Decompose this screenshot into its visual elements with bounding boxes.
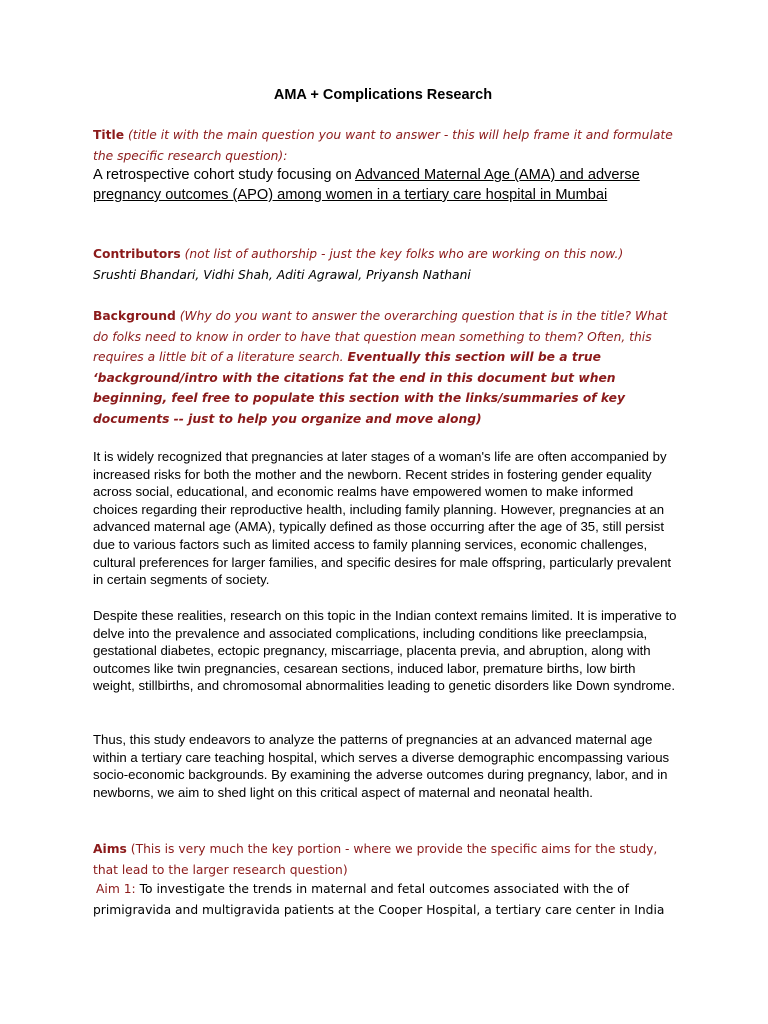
background-paragraph-2: Despite these realities, research on this topic in the Indian context remains limited. It is imperative to delve into the prevalence and associated complications, including conditions like preeclampsia, gestational diabetes, ectopic pregnancy, miscarriage, placenta previa, and abruption, along with outcomes like twin pregnancies, cesarean sections, induced labor, premature births, low birth weight, stillbirths, and chromosomal abnormalities leading to genetic disorders like Down syndrome. bbox=[93, 608, 677, 694]
aims-note: (This is very much the key portion - where we provide the specific aims for the study, that lead to the larger research question) bbox=[93, 842, 658, 877]
background-label: Background bbox=[93, 309, 176, 323]
contributors-note: (not list of authorship - just the key folks who are working on this now.) bbox=[184, 247, 624, 261]
title-note: (title it with the main question you want to answer - this will help frame it and formulate the specific research question): bbox=[93, 128, 673, 163]
title-section-header bbox=[93, 125, 678, 166]
aim-1-text: To investigate the trends in maternal and fetal outcomes associated with the of primigravida and multigravida patients at the Cooper Hospital, a tertiary care center in India bbox=[93, 882, 665, 917]
document-title: AMA + Complications Research bbox=[273, 87, 493, 103]
study-title bbox=[93, 165, 678, 205]
background-paragraph-3: Thus, this study endeavors to analyze the patterns of pregnancies at an advanced maternal age within a tertiary care teaching hospital, which serves a diverse demographic encompassing various socio-economic backgrounds. By examining the adverse outcomes during pregnancy, labor, and in newborns, we aim to shed light on this critical aspect of maternal and neonatal health. bbox=[93, 732, 670, 800]
background-note-bold: Eventually this section will be a true ‘background/intro with the citations fat the end in this document but when beginning, feel free to populate this section with the links/summaries of key documents -- just to help you organize and move along) bbox=[93, 350, 626, 426]
aims-label: Aims bbox=[93, 842, 127, 856]
aims-header bbox=[93, 839, 678, 880]
background-paragraph-1: It is widely recognized that pregnancies at later stages of a woman's life are often accompanied by increased risks for both the mother and the newborn. Recent strides in fostering gender equality across social, educational, and economic realms have empowered women to make informed choices regarding their reproductive health, including family planning. However, pregnancies at an advanced maternal age (AMA), typically defined as those occurring after the age of 35, still persist due to various factors such as limited access to family planning services, economic challenges, cultural preferences for larger families, and specific desires for male offspring, particularly prevalent in certain segments of society. bbox=[93, 449, 672, 588]
study-title-underlined: Advanced Maternal Age (AMA) and adverse pregnancy outcomes (APO) among women in a tertiary care hospital in Mumbai bbox=[93, 167, 640, 203]
title-label: Title bbox=[93, 128, 125, 142]
study-title-plain: A retrospective cohort study focusing on bbox=[93, 167, 356, 183]
background-header bbox=[93, 306, 678, 430]
contributors-label: Contributors bbox=[93, 247, 181, 261]
aim-1 bbox=[93, 879, 678, 921]
background-note: (Why do you want to answer the overarching question that is in the title? What do folks need to know in order to have that question mean something to them? Often, this requires a little bit of a literature search. bbox=[93, 309, 668, 365]
contributors-names: Srushti Bhandari, Vidhi Shah, Aditi Agrawal, Priyansh Nathani bbox=[93, 268, 471, 282]
contributors-header bbox=[93, 244, 678, 265]
aim-1-label: Aim 1: bbox=[96, 882, 136, 896]
